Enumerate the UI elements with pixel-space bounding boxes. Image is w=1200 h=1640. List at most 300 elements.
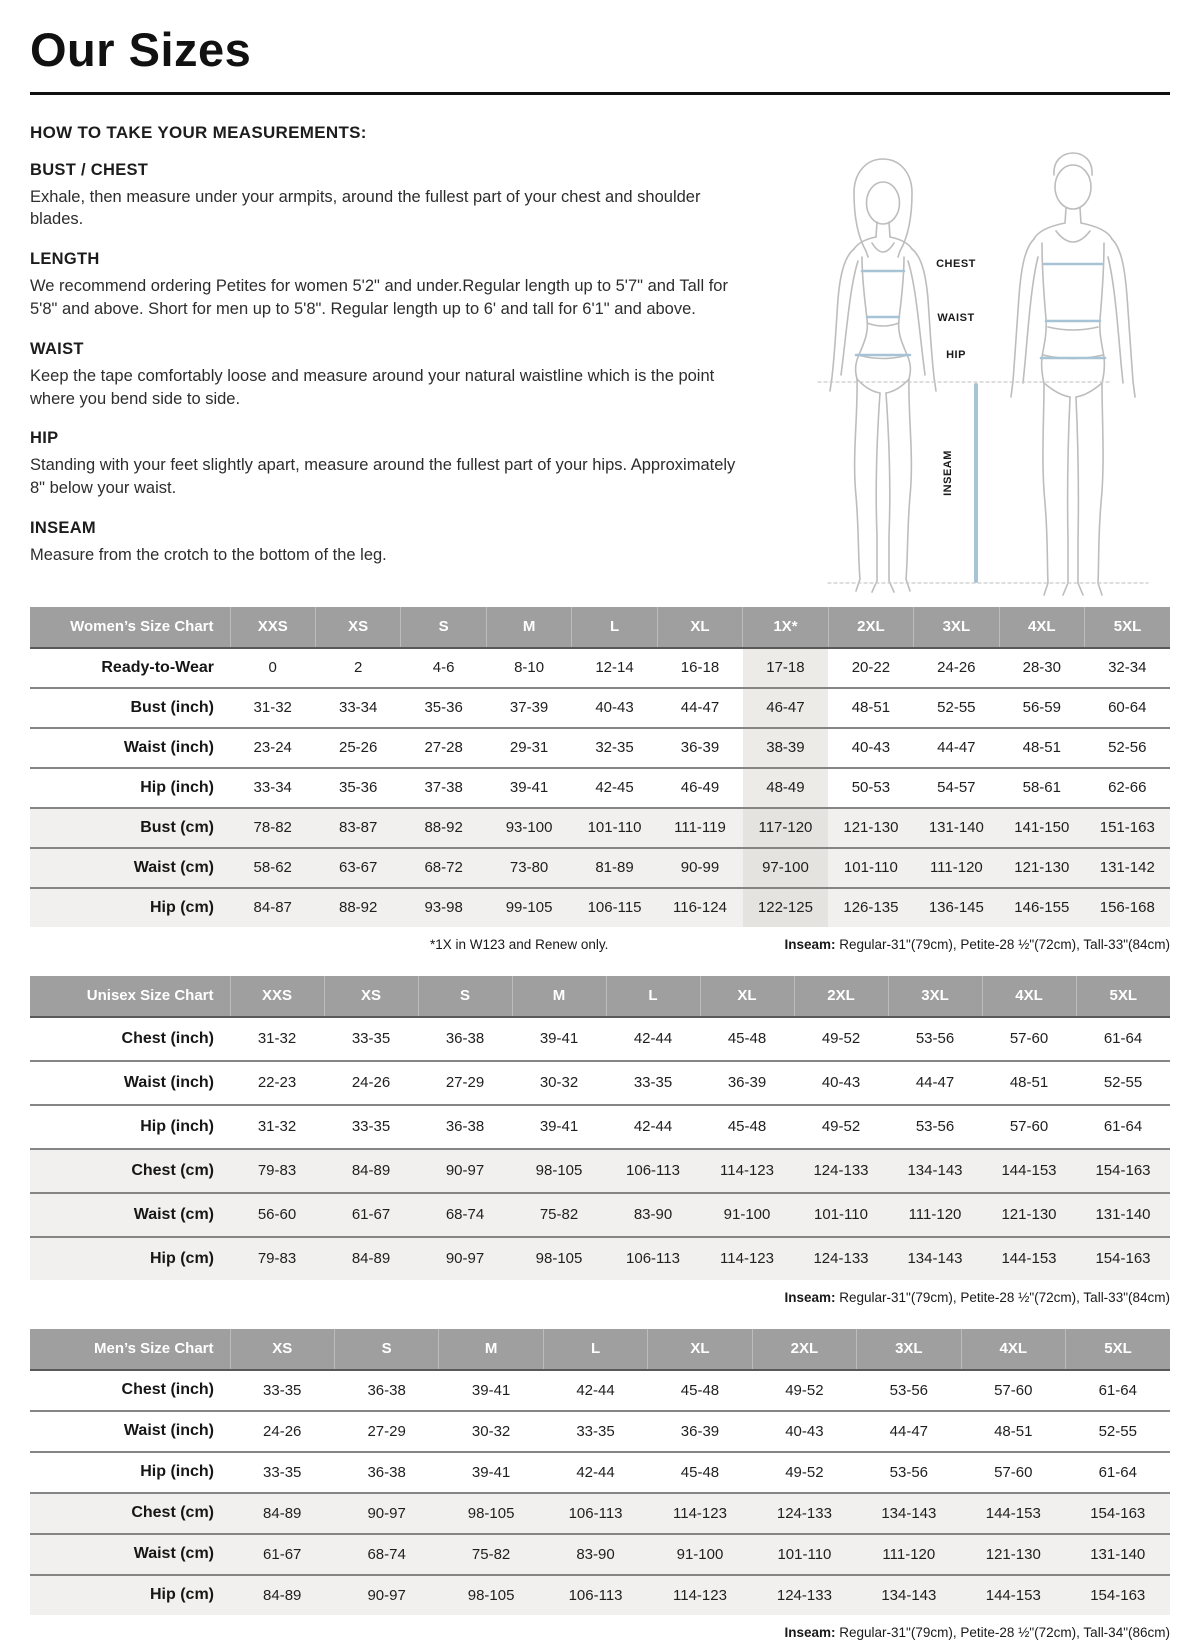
row-label: Waist (inch) (30, 1411, 230, 1452)
size-column-header: 5XL (1076, 976, 1170, 1017)
size-cell: 144-153 (982, 1237, 1076, 1280)
size-cell: 124-133 (794, 1149, 888, 1193)
size-cell: 48-51 (828, 688, 913, 728)
size-cell: 27-29 (418, 1061, 512, 1105)
table-row (30, 1370, 1170, 1411)
womens-inseam-note (784, 937, 1170, 952)
section-text: Keep the tape comfortably loose and measure around your natural waistline which is the point where you bend side to side. (30, 366, 715, 408)
section-waist (30, 340, 750, 411)
size-cell: 98-105 (439, 1493, 543, 1534)
size-cell: 45-48 (700, 1105, 794, 1149)
size-cell: 124-133 (794, 1237, 888, 1280)
size-cell: 39-41 (539, 1030, 579, 1048)
row-label: Hip (inch) (30, 1105, 230, 1149)
size-cell: 84-89 (230, 1493, 334, 1534)
row-label: Hip (cm) (30, 1575, 230, 1615)
size-cell: 122-125 (743, 888, 828, 927)
size-cell: 30-32 (512, 1061, 606, 1105)
hip-label: HIP (946, 348, 966, 361)
size-cell: 29-31 (486, 728, 571, 768)
size-cell: 81-89 (572, 848, 657, 888)
section-text: Exhale, then measure under your armpits, around the fullest part of your chest and shoulder blades. (30, 187, 701, 229)
section-text: We recommend ordering Petites for women 5'2" and under.Regular length up to 5'7" and Tall for 5'8" and above. Short for men up to 5'8". Regular length up to 6' and tall for 6'1" and above. (30, 277, 728, 318)
size-column-header: M (486, 607, 571, 648)
size-column-header: XS (315, 607, 400, 648)
table-row (30, 1061, 1170, 1105)
size-cell: 58-62 (230, 848, 315, 888)
row-label: Bust (cm) (30, 808, 230, 848)
size-cell: 75-82 (512, 1193, 606, 1237)
size-cell: 46-49 (657, 768, 742, 808)
size-cell: 49-52 (821, 1030, 861, 1048)
size-cell: 33-35 (351, 1030, 391, 1048)
size-cell: 75-82 (439, 1534, 543, 1575)
size-cell: 36-38 (367, 1381, 406, 1399)
size-column-header: S (418, 976, 512, 1017)
size-cell: 106-113 (543, 1493, 647, 1534)
size-cell: 42-44 (576, 1381, 615, 1399)
size-column-header: 3XL (857, 1329, 961, 1370)
size-cell: 90-99 (657, 848, 742, 888)
womens-size-chart-table (30, 607, 1170, 927)
size-cell: 44-47 (888, 1061, 982, 1105)
size-cell: 111-120 (857, 1534, 961, 1575)
size-column-header: XXS (230, 976, 324, 1017)
size-cell: 84-89 (324, 1237, 418, 1280)
size-column-header: 4XL (961, 1329, 1065, 1370)
size-cell: 44-47 (857, 1411, 961, 1452)
header-row (30, 1329, 1170, 1370)
size-cell: 42-45 (572, 768, 657, 808)
size-column-header: XXS (230, 607, 315, 648)
size-cell: 84-89 (324, 1149, 418, 1193)
row-label: Ready-to-Wear (101, 658, 214, 676)
size-cell: 22-23 (230, 1061, 324, 1105)
size-cell: 49-52 (752, 1452, 856, 1493)
size-column-header: XS (324, 976, 418, 1017)
table-title: Men’s Size Chart (30, 1329, 230, 1370)
size-cell: 91-100 (700, 1193, 794, 1237)
table-row (30, 1105, 1170, 1149)
size-cell: 16-18 (680, 659, 720, 677)
mens-size-chart-table (30, 1329, 1170, 1615)
size-cell: 114-123 (700, 1237, 794, 1280)
size-cell: 36-38 (334, 1452, 438, 1493)
size-column-header: 5XL (1066, 1329, 1171, 1370)
size-cell: 111-119 (657, 808, 742, 848)
size-cell: 31-32 (230, 688, 315, 728)
womens-1x-footnote: *1X in W123 and Renew only. (430, 936, 609, 952)
size-cell: 49-52 (794, 1105, 888, 1149)
womens-size-chart-block (30, 607, 1170, 952)
size-cell: 121-130 (999, 848, 1084, 888)
size-column-header: 3XL (914, 607, 999, 648)
size-cell: 124-133 (752, 1493, 856, 1534)
size-cell: 50-53 (828, 768, 913, 808)
table-row (30, 888, 1170, 927)
size-cell: 28-30 (1022, 659, 1061, 677)
size-cell: 48-51 (961, 1411, 1065, 1452)
size-cell: 37-39 (486, 688, 571, 728)
size-column-header: M (512, 976, 606, 1017)
size-column-header: S (334, 1329, 438, 1370)
row-label: Waist (inch) (30, 728, 230, 768)
table-row (30, 1534, 1170, 1575)
size-cell: 45-48 (648, 1452, 752, 1493)
size-cell: 98-105 (512, 1149, 606, 1193)
size-cell: 98-105 (439, 1575, 543, 1615)
size-column-header: 2XL (752, 1329, 856, 1370)
size-cell: 45-48 (727, 1030, 767, 1048)
figures-illustration (788, 131, 1170, 603)
size-cell: 91-100 (648, 1534, 752, 1575)
size-column-header: XS (230, 1329, 334, 1370)
mens-size-chart-block (30, 1329, 1170, 1640)
size-cell: 61-67 (230, 1534, 334, 1575)
size-cell: 42-44 (543, 1452, 647, 1493)
size-cell: 53-56 (915, 1030, 955, 1048)
size-cell: 40-43 (572, 688, 657, 728)
size-cell: 84-89 (230, 1575, 334, 1615)
inseam-note-label: Inseam: (784, 936, 836, 952)
row-label: Chest (cm) (30, 1493, 230, 1534)
size-cell: 31-32 (257, 1030, 297, 1048)
table-row (30, 648, 1170, 688)
unisex-inseam-note (784, 1290, 1170, 1305)
size-cell: 101-110 (752, 1534, 856, 1575)
size-cell: 62-66 (1085, 768, 1170, 808)
female-figure-illustration (830, 159, 936, 592)
size-cell: 58-61 (999, 768, 1084, 808)
size-cell: 53-56 (888, 1105, 982, 1149)
size-cell: 117-120 (743, 808, 828, 848)
size-cell: 101-110 (828, 848, 913, 888)
size-cell: 36-39 (700, 1061, 794, 1105)
size-column-header: S (401, 607, 486, 648)
size-cell: 144-153 (961, 1493, 1065, 1534)
size-cell: 61-64 (1103, 1030, 1143, 1048)
size-cell: 134-143 (888, 1149, 982, 1193)
section-length (30, 250, 750, 321)
size-cell: 61-64 (1066, 1452, 1171, 1493)
row-label: Hip (cm) (30, 888, 230, 927)
size-cell: 134-143 (857, 1575, 961, 1615)
section-heading: WAIST (30, 339, 84, 358)
size-cell: 27-28 (401, 728, 486, 768)
size-cell: 53-56 (889, 1381, 929, 1399)
unisex-size-chart-block (30, 976, 1170, 1305)
size-cell: 39-41 (439, 1452, 543, 1493)
size-cell: 20-22 (851, 659, 891, 677)
table-row (30, 1411, 1170, 1452)
header-row (30, 607, 1170, 648)
howto-heading: HOW TO TAKE YOUR MEASUREMENTS: (30, 122, 367, 142)
size-cell: 45-48 (680, 1381, 720, 1399)
row-label: Hip (inch) (30, 1452, 230, 1493)
size-cell: 88-92 (315, 888, 400, 927)
size-cell: 88-92 (401, 808, 486, 848)
size-cell: 141-150 (999, 808, 1084, 848)
size-cell: 33-35 (606, 1061, 700, 1105)
size-cell: 101-110 (572, 808, 657, 848)
size-cell: 57-60 (982, 1105, 1076, 1149)
size-cell: 111-120 (888, 1193, 982, 1237)
size-cell: 27-29 (334, 1411, 438, 1452)
size-cell: 90-97 (334, 1493, 438, 1534)
size-column-header: 4XL (982, 976, 1076, 1017)
size-cell: 17-18 (743, 648, 828, 688)
size-column-header: L (543, 1329, 647, 1370)
size-column-header: XL (648, 1329, 752, 1370)
size-cell: 106-115 (572, 888, 657, 927)
size-cell: 98-105 (512, 1237, 606, 1280)
row-label: Hip (inch) (30, 768, 230, 808)
size-column-header: 4XL (999, 607, 1084, 648)
size-cell: 84-87 (230, 888, 315, 927)
size-cell: 33-35 (263, 1381, 302, 1399)
mens-inseam-note (784, 1625, 1170, 1640)
size-cell: 53-56 (857, 1452, 961, 1493)
unisex-size-chart-table (30, 976, 1170, 1280)
size-cell: 144-153 (982, 1149, 1076, 1193)
size-cell: 39-41 (486, 768, 571, 808)
mens-footnotes (30, 1625, 1170, 1640)
size-cell: 8-10 (514, 659, 545, 677)
size-column-header: 2XL (828, 607, 913, 648)
section-inseam (30, 519, 750, 567)
size-cell: 33-34 (315, 688, 400, 728)
size-cell: 57-60 (1009, 1030, 1049, 1048)
table-row (30, 808, 1170, 848)
size-cell: 57-60 (994, 1381, 1033, 1399)
size-cell: 42-44 (606, 1105, 700, 1149)
table-row (30, 728, 1170, 768)
table-row (30, 688, 1170, 728)
size-cell: 36-38 (418, 1105, 512, 1149)
size-cell: 124-133 (752, 1575, 856, 1615)
size-column-header: 5XL (1085, 607, 1170, 648)
size-cell: 99-105 (486, 888, 571, 927)
table-row (30, 848, 1170, 888)
size-cell: 83-87 (315, 808, 400, 848)
section-heading: BUST / CHEST (30, 160, 149, 179)
size-cell: 144-153 (961, 1575, 1065, 1615)
size-cell: 151-163 (1085, 808, 1170, 848)
size-cell: 52-55 (914, 688, 999, 728)
size-cell: 114-123 (648, 1575, 752, 1615)
table-row (30, 1452, 1170, 1493)
size-cell: 52-55 (1076, 1061, 1170, 1105)
section-text: Standing with your feet slightly apart, measure around the fullest part of your hips. Approximately 8" below your waist. (30, 456, 736, 498)
body-measurement-diagram (788, 131, 1170, 603)
section-heading: INSEAM (30, 518, 96, 537)
size-cell: 101-110 (794, 1193, 888, 1237)
size-cell: 31-32 (230, 1105, 324, 1149)
size-cell: 90-97 (418, 1149, 512, 1193)
row-label: Chest (inch) (121, 1029, 214, 1047)
size-cell: 33-34 (230, 768, 315, 808)
inseam-note-label: Inseam: (784, 1289, 836, 1305)
size-column-header: L (572, 607, 657, 648)
measurement-instructions-section (30, 123, 1170, 607)
size-cell: 54-57 (914, 768, 999, 808)
size-cell: 106-113 (543, 1575, 647, 1615)
size-cell: 121-130 (982, 1193, 1076, 1237)
inseam-note-text: Regular-31"(79cm), Petite-28 ½"(72cm), Tall-34"(86cm) (835, 1624, 1170, 1640)
male-figure-illustration (1011, 153, 1135, 595)
size-cell: 24-26 (230, 1411, 334, 1452)
size-cell: 121-130 (828, 808, 913, 848)
womens-footnotes (30, 937, 1170, 952)
size-cell: 46-47 (743, 688, 828, 728)
row-label: Waist (cm) (30, 848, 230, 888)
size-cell: 61-67 (324, 1193, 418, 1237)
size-cell: 40-43 (828, 728, 913, 768)
size-cell: 134-143 (857, 1493, 961, 1534)
size-cell: 40-43 (794, 1061, 888, 1105)
size-cell: 32-34 (1108, 659, 1147, 677)
title-divider (30, 92, 1170, 95)
size-cell: 154-163 (1066, 1493, 1171, 1534)
size-cell: 23-24 (230, 728, 315, 768)
table-row (30, 1149, 1170, 1193)
size-cell: 156-168 (1085, 888, 1170, 927)
size-cell: 38-39 (743, 728, 828, 768)
size-cell: 36-38 (445, 1030, 485, 1048)
size-cell: 49-52 (785, 1381, 824, 1399)
size-cell: 33-35 (543, 1411, 647, 1452)
size-cell: 78-82 (230, 808, 315, 848)
table-row (30, 768, 1170, 808)
size-cell: 68-74 (418, 1193, 512, 1237)
size-cell: 32-35 (572, 728, 657, 768)
row-label: Bust (inch) (30, 688, 230, 728)
table-row (30, 1017, 1170, 1061)
size-cell: 114-123 (700, 1149, 794, 1193)
size-cell: 2 (354, 659, 363, 677)
instructions-text-column (30, 123, 750, 567)
size-cell: 52-55 (1066, 1411, 1171, 1452)
chest-label: CHEST (936, 257, 976, 270)
size-cell: 56-59 (999, 688, 1084, 728)
size-cell: 146-155 (999, 888, 1084, 927)
header-row (30, 976, 1170, 1017)
table-row (30, 1193, 1170, 1237)
size-cell: 30-32 (439, 1411, 543, 1452)
size-column-header: 3XL (888, 976, 982, 1017)
size-cell: 121-130 (961, 1534, 1065, 1575)
size-cell: 73-80 (486, 848, 571, 888)
size-cell: 35-36 (315, 768, 400, 808)
size-column-header: M (439, 1329, 543, 1370)
row-label: Waist (cm) (30, 1193, 230, 1237)
size-cell: 106-113 (606, 1149, 700, 1193)
size-cell: 60-64 (1085, 688, 1170, 728)
size-cell: 48-51 (982, 1061, 1076, 1105)
table-title: Unisex Size Chart (30, 976, 230, 1017)
waist-label: WAIST (937, 311, 975, 324)
size-cell: 35-36 (401, 688, 486, 728)
size-cell: 126-135 (828, 888, 913, 927)
table-row (30, 1575, 1170, 1615)
size-cell: 39-41 (512, 1105, 606, 1149)
row-label: Chest (cm) (30, 1149, 230, 1193)
section-heading: LENGTH (30, 250, 100, 269)
size-cell: 114-123 (648, 1493, 752, 1534)
size-cell: 131-140 (1076, 1193, 1170, 1237)
section-heading: HIP (30, 429, 59, 448)
size-cell: 111-120 (914, 848, 999, 888)
row-label: Waist (cm) (30, 1534, 230, 1575)
size-cell: 131-140 (914, 808, 999, 848)
row-label: Chest (inch) (121, 1381, 214, 1399)
size-cell: 83-90 (543, 1534, 647, 1575)
size-cell: 37-38 (401, 768, 486, 808)
size-cell: 36-39 (657, 728, 742, 768)
size-column-header: 1X* (743, 607, 828, 648)
size-cell: 44-47 (657, 688, 742, 728)
size-cell: 93-98 (401, 888, 486, 927)
size-column-header: XL (657, 607, 742, 648)
inseam-label: INSEAM (942, 449, 954, 496)
size-cell: 24-26 (937, 659, 976, 677)
section-hip (30, 429, 750, 500)
table-row (30, 1237, 1170, 1280)
size-column-header: L (606, 976, 700, 1017)
size-cell: 33-35 (324, 1105, 418, 1149)
size-cell: 131-140 (1066, 1534, 1171, 1575)
size-cell: 33-35 (230, 1452, 334, 1493)
section-bust-chest (30, 161, 750, 232)
size-cell: 83-90 (606, 1193, 700, 1237)
size-cell: 42-44 (633, 1030, 673, 1048)
size-cell: 39-41 (471, 1381, 511, 1399)
size-cell: 131-142 (1085, 848, 1170, 888)
size-cell: 52-56 (1085, 728, 1170, 768)
row-label: Waist (inch) (30, 1061, 230, 1105)
size-cell: 56-60 (230, 1193, 324, 1237)
size-cell: 63-67 (315, 848, 400, 888)
size-cell: 106-113 (606, 1237, 700, 1280)
size-cell: 90-97 (418, 1237, 512, 1280)
size-cell: 68-74 (334, 1534, 438, 1575)
size-cell: 44-47 (914, 728, 999, 768)
unisex-footnotes (30, 1290, 1170, 1305)
size-cell: 12-14 (595, 659, 634, 677)
size-cell: 36-39 (648, 1411, 752, 1452)
inseam-note-label: Inseam: (784, 1624, 836, 1640)
size-cell: 61-64 (1098, 1381, 1137, 1399)
size-cell: 154-163 (1066, 1575, 1171, 1615)
section-text: Measure from the crotch to the bottom of the leg. (30, 545, 387, 564)
size-cell: 90-97 (334, 1575, 438, 1615)
size-column-header: XL (700, 976, 794, 1017)
size-cell: 0 (268, 659, 277, 677)
size-cell: 48-49 (743, 768, 828, 808)
size-cell: 25-26 (315, 728, 400, 768)
size-cell: 79-83 (230, 1149, 324, 1193)
size-cell: 61-64 (1076, 1105, 1170, 1149)
inseam-note-text: Regular-31"(79cm), Petite-28 ½"(72cm), Tall-33"(84cm) (835, 936, 1170, 952)
size-cell: 97-100 (743, 848, 828, 888)
size-cell: 154-163 (1076, 1237, 1170, 1280)
size-cell: 136-145 (914, 888, 999, 927)
size-cell: 93-100 (486, 808, 571, 848)
size-cell: 48-51 (999, 728, 1084, 768)
row-label: Hip (cm) (30, 1237, 230, 1280)
size-cell: 57-60 (961, 1452, 1065, 1493)
size-cell: 79-83 (230, 1237, 324, 1280)
